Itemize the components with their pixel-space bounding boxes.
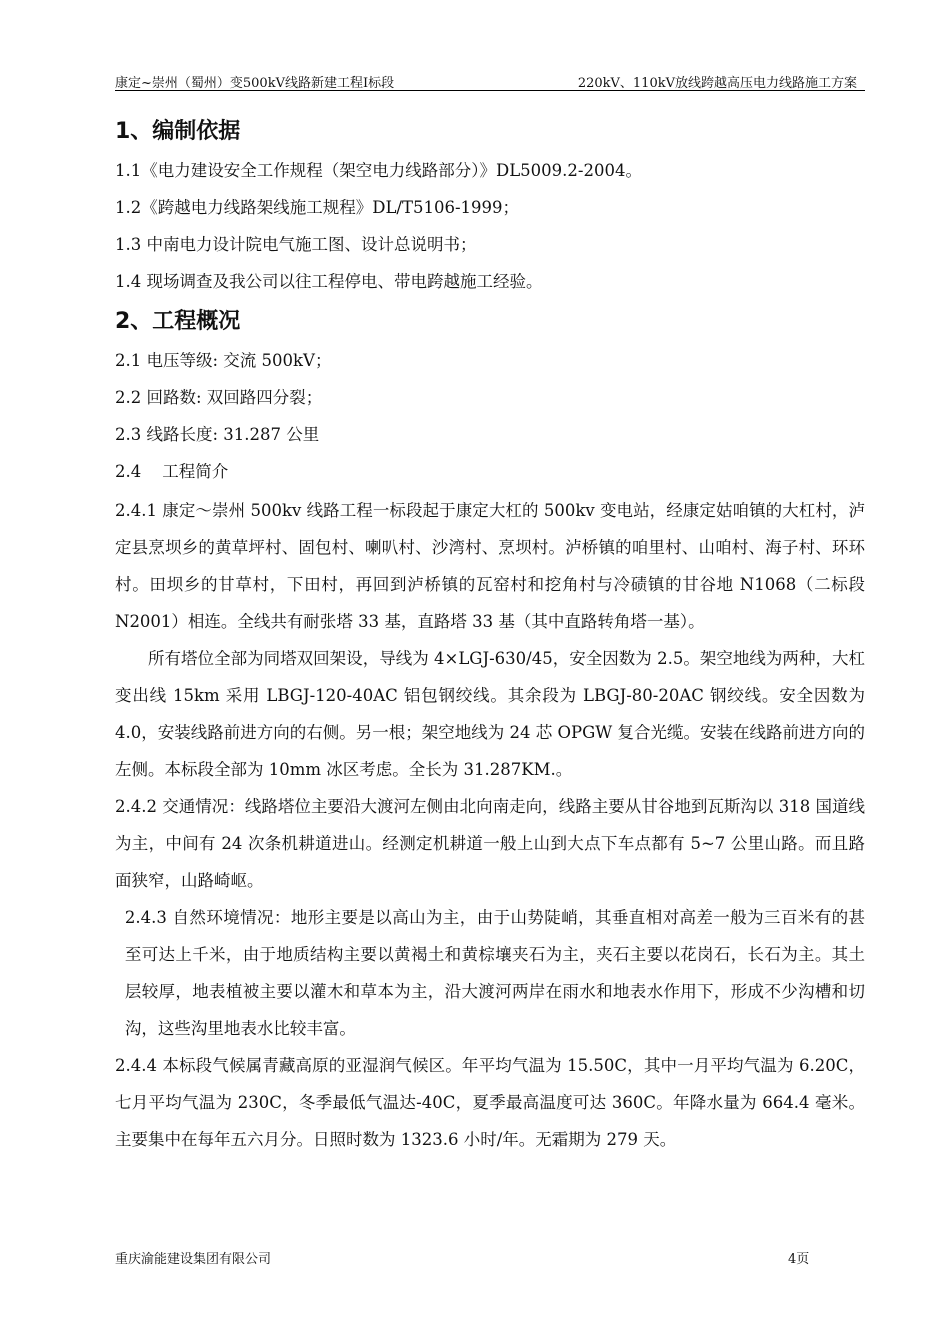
paragraph-2-4-2-traffic: 2.4.2 交通情况：线路塔位主要沿大渡河左侧由北向南走向，线路主要从甘谷地到瓦斯沟以 318 国道线为主，中间有 24 次条机耕道进山。经测定机耕道一般上山到大点下车点都有 5~7 公里山路。而且路面狭窄，山路崎岖。 — [115, 797, 865, 890]
page-number: 4页 — [788, 1252, 810, 1267]
section-1-heading: 1、编制依据 — [115, 119, 241, 144]
page-header — [115, 68, 865, 91]
reference-item: 1.1《电力建设安全工作规程（架空电力线路部分）》DL5009.2-2004。 — [115, 161, 642, 180]
header-document-title: 220kV、110kV放线跨越高压电力线路施工方案 — [577, 76, 857, 91]
header-project-title: 康定~崇州（蜀州）变500kV线路新建工程Ⅰ标段 — [115, 76, 395, 91]
paragraph-2-4-3-environment: 2.4.3 自然环境情况：地形主要是以高山为主，由于山势陡峭，其垂直相对高差一般为三百米有的甚至可达上千米，由于地质结构主要以黄褐土和黄棕壤夹石为主，夹石主要以花岗石，长石为主。其土层较厚，地表植被主要以灌木和草本为主，沿大渡河两岸在雨水和地表水作用下，形成不少沟槽和切沟，这些沟里地表水比较丰富。 — [124, 908, 865, 1038]
circuit-count: 2.2 回路数: 双回路四分裂； — [115, 388, 323, 407]
paragraph-conductor-spec: 所有塔位全部为同塔双回架设，导线为 4×LGJ-630/45，安全因数为 2.5。架空地线为两种，大杠变出线 15km 采用 LBGJ-120-40AC 铝包钢绞线。其余段为 LBGJ-80-20AC 钢绞线。安全因数为 4.0，安装线路前进方向的右侧。另一根；架空地线为 24 芯 OPGW 复合光缆。安装在线路前进方向的左侧。本标段全部为 10mm 冰区考虑。全长为 31.287KM.。 — [115, 649, 865, 779]
paragraph-2-4-1: 2.4.1 康定～崇州 500kv 线路工程一标段起于康定大杠的 500kv 变电站，经康定姑咱镇的大杠村，泸定县烹坝乡的黄草坪村、固包村、喇叭村、沙湾村、烹坝村。泸桥镇的咱里村、山咱村、海子村、环环村。田坝乡的甘草村，下田村，再回到泸桥镇的瓦窑村和挖角村与冷碛镇的甘谷地 N1068（二标段N2001）相连。全线共有耐张塔 33 基，直路塔 33 基（其中直路转角塔一基）。 — [115, 501, 865, 631]
voltage-level: 2.1 电压等级: 交流 500kV； — [115, 351, 332, 370]
document-body — [115, 112, 865, 1158]
project-intro-heading: 2.4 工程简介 — [115, 462, 229, 481]
footer-company: 重庆渝能建设集团有限公司 — [115, 1252, 272, 1267]
section-2-heading: 2、工程概况 — [115, 309, 241, 334]
reference-item: 1.2《跨越电力线路架线施工规程》DL/T5106-1999； — [115, 198, 520, 217]
reference-item: 1.3 中南电力设计院电气施工图、设计总说明书； — [115, 235, 477, 254]
line-length: 2.3 线路长度: 31.287 公里 — [115, 425, 320, 444]
paragraph-2-4-4-climate: 2.4.4 本标段气候属青藏高原的亚湿润气候区。年平均气温为 15.50C，其中一月平均气温为 6.20C，七月平均气温为 230C，冬季最低气温达-40C，夏季最高温度可达 360C。年降水量为 664.4 毫米。主要集中在每年五六月分。日照时数为 1323.6 小时/年。无霜期为 279 天。 — [115, 1056, 865, 1149]
reference-item: 1.4 现场调查及我公司以往工程停电、带电跨越施工经验。 — [115, 272, 543, 291]
